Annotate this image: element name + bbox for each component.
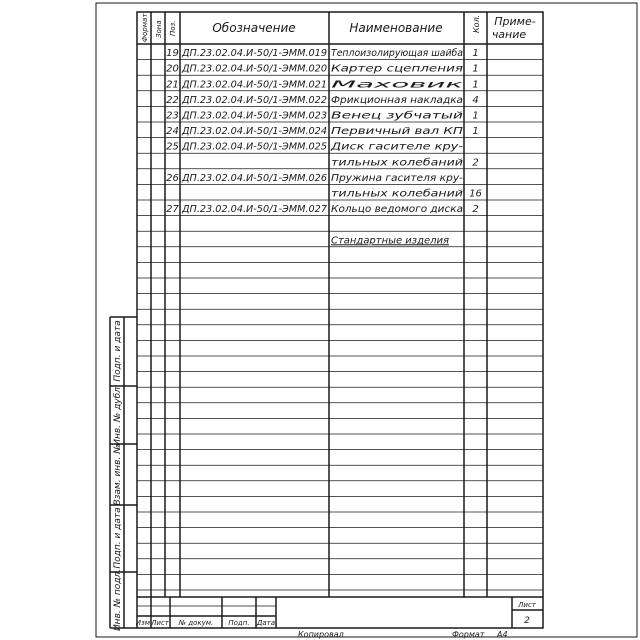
header-name: Наименование	[349, 21, 443, 35]
row-pos: 26	[166, 172, 179, 184]
tb-sheet-label: Лист	[518, 601, 536, 609]
row-qty: 4	[472, 94, 479, 106]
row-name: Фрикционная накладка	[331, 94, 463, 106]
row-qty: 1	[472, 110, 479, 122]
row-qty: 2	[472, 157, 479, 169]
footer-copied: Копировал	[298, 630, 344, 639]
row-designation: ДП.23.02.04.И-50/1-ЭММ.027	[181, 204, 328, 216]
row-pos: 19	[166, 48, 179, 60]
row-designation: ДП.23.02.04.И-50/1-ЭММ.024	[181, 126, 327, 138]
table-row	[166, 64, 479, 75]
row-designation: ДП.23.02.04.И-50/1-ЭММ.026	[181, 172, 327, 184]
tb-izm: Изм.	[135, 619, 153, 627]
row-name: Венец зубчатый	[331, 110, 417, 122]
table-row	[166, 95, 479, 106]
table-row	[331, 188, 482, 200]
footer	[298, 630, 508, 639]
table-row	[331, 235, 449, 246]
tb-list: Лист	[151, 619, 169, 627]
row-name: Первичный вал КП	[331, 126, 464, 138]
table-header	[141, 13, 536, 42]
table-row	[166, 126, 479, 137]
row-name: Теплоизолирующая шайба	[331, 48, 473, 60]
row-qty: 1	[472, 79, 479, 91]
side-inv-podl: Инв. № подл.	[113, 568, 123, 632]
row-name: Стандартные изделия	[331, 235, 449, 247]
table-row	[166, 47, 479, 59]
row-designation: ДП.23.02.04.И-50/1-ЭММ.023	[181, 110, 327, 122]
tb-doc-no: № докум.	[178, 619, 214, 627]
tb-data: Дата	[256, 619, 276, 627]
table-row	[331, 156, 479, 168]
row-name: тильных колебаний	[331, 157, 436, 169]
row-pos: 21	[166, 79, 179, 91]
side-stamp	[110, 317, 137, 631]
row-pos: 22	[166, 94, 179, 106]
header-format: Формат	[141, 13, 149, 42]
row-qty: 1	[472, 63, 479, 75]
table-rows	[166, 47, 482, 246]
header-designation: Обозначение	[212, 21, 296, 35]
row-lines	[137, 60, 543, 590]
row-qty: 16	[469, 188, 482, 200]
row-pos: 24	[166, 126, 179, 138]
row-pos: 20	[166, 63, 179, 75]
tb-sheet-number: 2	[524, 616, 530, 626]
side-vzam-inv: Взам. инв. №	[113, 444, 123, 506]
row-qty: 2	[472, 204, 479, 216]
side-inv-dubl: Инв. № дубл.	[113, 384, 123, 446]
footer-format-value: А4	[497, 630, 508, 639]
tb-podp: Подп.	[228, 619, 250, 627]
header-zone: Зона	[155, 20, 163, 38]
row-name: тильных колебаний	[331, 188, 436, 200]
row-designation: ДП.23.02.04.И-50/1-ЭММ.020	[181, 63, 327, 75]
row-designation: ДП.23.02.04.И-50/1-ЭММ.021	[181, 79, 327, 91]
header-qty: Кол.	[472, 14, 481, 33]
table-row	[166, 142, 463, 153]
header-pos: Поз.	[169, 20, 177, 36]
row-name: Картер сцепления	[331, 63, 463, 75]
row-name: Пружина гасителя кру-	[331, 172, 464, 184]
row-designation: ДП.23.02.04.И-50/1-ЭММ.022	[181, 94, 327, 106]
row-name: Кольцо ведомого диска	[331, 204, 463, 216]
header-note-line2: чание	[491, 28, 527, 41]
title-block	[136, 597, 543, 628]
table-row	[166, 173, 463, 184]
row-pos: 25	[166, 141, 179, 153]
side-podp-data-1: Подп. и дата	[113, 320, 123, 382]
row-pos: 27	[166, 204, 179, 216]
row-qty: 1	[472, 48, 479, 60]
side-podp-data-2: Подп. и дата	[113, 507, 123, 569]
row-name: Диск гасителе кру-	[329, 141, 464, 153]
header-note-line1: Приме-	[494, 15, 536, 28]
row-qty: 1	[472, 126, 479, 138]
table-row	[166, 204, 479, 215]
footer-format-label: Формат	[452, 630, 485, 639]
table-row	[166, 79, 479, 90]
row-designation: ДП.23.02.04.И-50/1-ЭММ.019	[181, 48, 327, 60]
table-row	[166, 110, 479, 122]
row-pos: 23	[166, 110, 179, 122]
row-name: Маховик	[331, 79, 463, 91]
row-designation: ДП.23.02.04.И-50/1-ЭММ.025	[181, 141, 327, 153]
